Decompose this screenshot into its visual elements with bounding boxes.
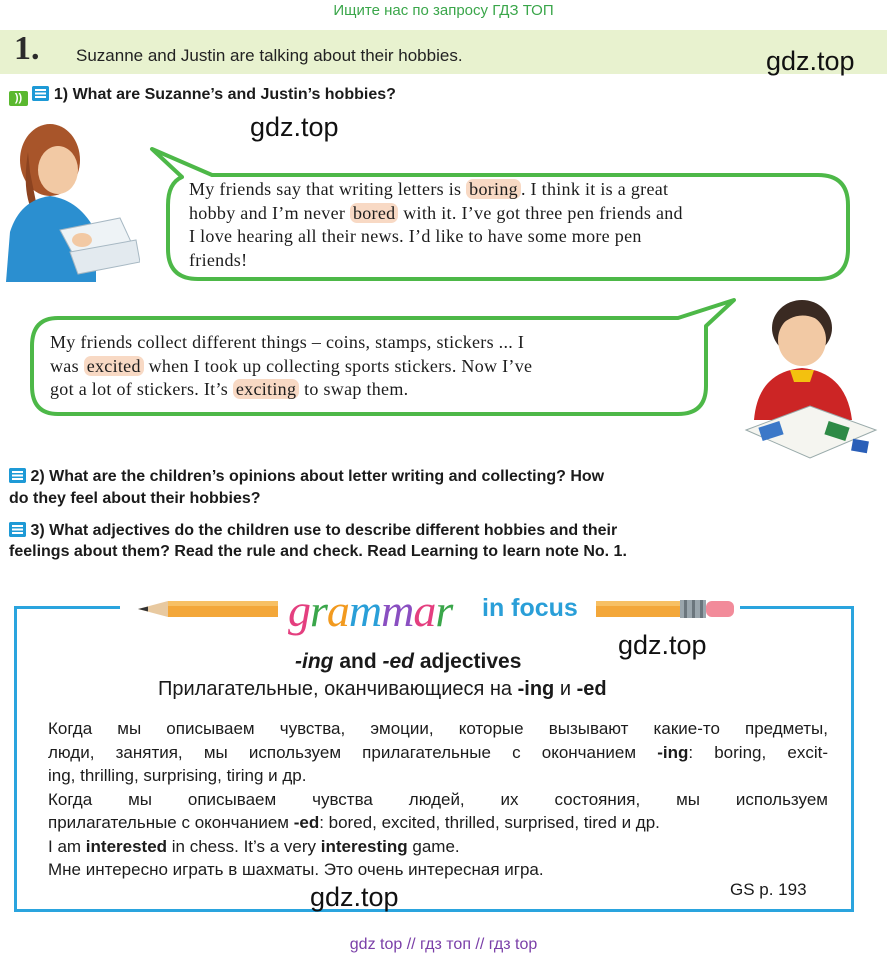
- highlight-excited: excited: [84, 356, 144, 376]
- watermark: gdz.top: [310, 882, 399, 912]
- task-number: 1.: [14, 30, 40, 67]
- question-1: [9, 86, 396, 106]
- task-prompt: Suzanne and Justin are talking about their hobbies.: [76, 46, 463, 65]
- question-3: 3) What adjectives do the children use to describe different hobbies and their feelings about them? Read the rule and check. Read Learning to learn note No. 1.: [9, 522, 627, 560]
- logo-letter: a: [413, 585, 436, 636]
- grammar-logo-suffix: in focus: [482, 594, 578, 622]
- logo-letter: a: [326, 585, 349, 636]
- book-icon: [9, 522, 26, 537]
- question-2: 2) What are the children’s opinions about letter writing and collecting? How do they feel about their hobbies?: [9, 468, 605, 507]
- highlight-bored: bored: [350, 203, 398, 223]
- pencil-left-icon: [138, 598, 280, 620]
- grammar-title: -ing and -ed adjectives: [295, 650, 522, 673]
- girl-writing-illustration: [0, 112, 140, 282]
- logo-letter: g: [288, 585, 310, 636]
- highlight-boring: boring: [466, 179, 521, 199]
- grammar-subtitle: Прилагательные, оканчивающиеся на -ing и -ed: [158, 678, 607, 700]
- logo-letter: m: [381, 585, 414, 636]
- footer-watermark: gdz top // гдз топ // гдз top: [349, 936, 538, 953]
- book-icon: [9, 468, 26, 483]
- bubble-boy-text: My friends collect different things – coins, stamps, stickers ... I was excited when I took up collecting sports stickers. Now I’ve got a lot of stickers. It’s exciting to swap them.: [50, 332, 533, 399]
- watermark: gdz.top: [766, 46, 855, 76]
- logo-letter: r: [435, 585, 453, 636]
- highlight-exciting: exciting: [233, 379, 299, 399]
- grammar-rule-text: Когда мы описываем чувства, эмоции, которые вызывают какие-то предметы, люди, занятия, мы используем прилагательные с окончанием -ing: boring, excit- ing, thrilling, surprising, tiring и др. Когда мы описываем чувства людей, их состояния, мы используем прилагательные с окончанием -ed: bored, excited, thrilled, surprised, tired и др. I am interested in chess. It’s a very interesting game. Мне интересно играть в шахматы. Это очень интересная игра.: [48, 719, 828, 879]
- grammar-reference: GS p. 193: [730, 880, 807, 899]
- boy-stickers-illustration: [740, 290, 880, 465]
- question-1-text: 1) What are Suzanne’s and Justin’s hobbies?: [53, 86, 396, 103]
- pencil-right-icon: [596, 598, 738, 620]
- top-banner: Ищите нас по запросу ГДЗ ТОП: [333, 2, 554, 19]
- bubble-girl-text: My friends say that writing letters is boring . I think it is a great hobby and I’m never bored with it. I’ve got three pen friends and I love hearing all their news. I’d like to have some more pen friends!: [189, 179, 683, 270]
- grammar-logo: [288, 584, 452, 637]
- book-icon: [32, 86, 49, 101]
- watermark: gdz.top: [618, 630, 707, 660]
- audio-icon[interactable]: )): [9, 91, 28, 106]
- logo-letter: m: [348, 585, 382, 636]
- logo-letter: r: [310, 585, 327, 636]
- watermark: gdz.top: [250, 112, 339, 142]
